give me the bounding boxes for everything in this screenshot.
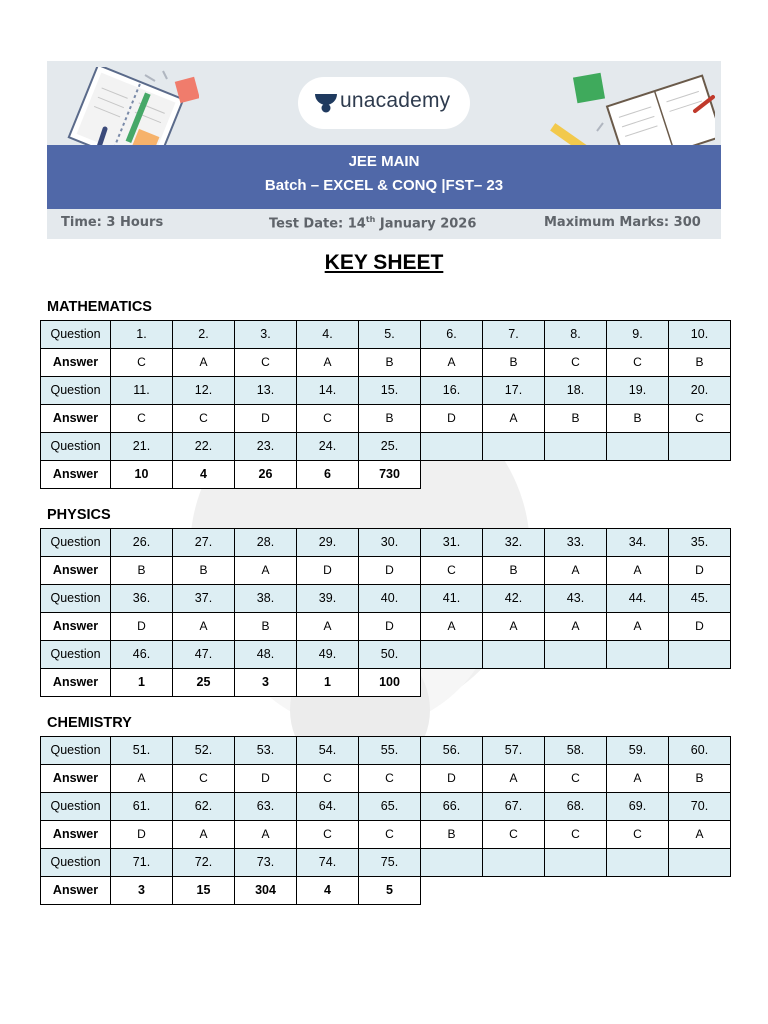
answer-row <box>41 461 731 489</box>
question-number: 22. <box>173 433 235 461</box>
answer-value: B <box>111 557 173 585</box>
exam-duration: Time: 3 Hours <box>61 215 164 230</box>
answer-row <box>41 405 731 433</box>
question-number: 69. <box>607 793 669 821</box>
question-number: 12. <box>173 377 235 405</box>
answer-value: A <box>173 821 235 849</box>
answer-value: C <box>111 349 173 377</box>
question-number: 14. <box>297 377 359 405</box>
question-label: Question <box>41 737 111 765</box>
question-number: 7. <box>483 321 545 349</box>
question-number: 30. <box>359 529 421 557</box>
question-number: 8. <box>545 321 607 349</box>
question-number: 72. <box>173 849 235 877</box>
answer-value: D <box>235 765 297 793</box>
answer-value: A <box>669 821 731 849</box>
answer-value: D <box>235 405 297 433</box>
answer-value: B <box>545 405 607 433</box>
unacademy-bowl-icon <box>314 93 338 113</box>
question-number: 64. <box>297 793 359 821</box>
answer-value: A <box>297 349 359 377</box>
question-number: 62. <box>173 793 235 821</box>
answer-value: A <box>483 405 545 433</box>
page-title: KEY SHEET <box>324 251 444 274</box>
question-label: Question <box>41 793 111 821</box>
answer-row <box>41 877 731 905</box>
answer-value: C <box>545 765 607 793</box>
answer-value: A <box>607 765 669 793</box>
question-number: 11. <box>111 377 173 405</box>
answer-value: C <box>545 349 607 377</box>
answer-value: C <box>545 821 607 849</box>
answer-value: A <box>173 349 235 377</box>
answer-value: B <box>483 349 545 377</box>
answer-value: A <box>173 613 235 641</box>
answer-value: C <box>297 405 359 433</box>
question-number: 19. <box>607 377 669 405</box>
question-number: 42. <box>483 585 545 613</box>
unacademy-logo <box>298 77 470 129</box>
answer-value: D <box>111 613 173 641</box>
question-number: 10. <box>669 321 731 349</box>
answer-value: 26 <box>235 461 297 489</box>
question-row <box>41 585 731 613</box>
answer-value: C <box>607 821 669 849</box>
question-row <box>41 641 731 669</box>
answer-value: 100 <box>359 669 421 697</box>
answer-value: C <box>235 349 297 377</box>
question-number: 35. <box>669 529 731 557</box>
answer-value: C <box>359 765 421 793</box>
question-number: 3. <box>235 321 297 349</box>
empty-cell <box>607 877 669 905</box>
question-number: 68. <box>545 793 607 821</box>
brand-name: unacademy <box>340 89 451 112</box>
question-number: 18. <box>545 377 607 405</box>
question-number: 46. <box>111 641 173 669</box>
question-number: 25. <box>359 433 421 461</box>
answer-value: 10 <box>111 461 173 489</box>
answer-value: A <box>235 557 297 585</box>
empty-cell <box>483 433 545 461</box>
answer-value: A <box>483 765 545 793</box>
empty-cell <box>669 433 731 461</box>
answer-value: 1 <box>297 669 359 697</box>
empty-cell <box>607 433 669 461</box>
question-number: 55. <box>359 737 421 765</box>
question-number: 32. <box>483 529 545 557</box>
answer-label: Answer <box>41 349 111 377</box>
empty-cell <box>669 641 731 669</box>
question-number: 51. <box>111 737 173 765</box>
question-number: 61. <box>111 793 173 821</box>
question-row <box>41 737 731 765</box>
question-label: Question <box>41 377 111 405</box>
question-number: 49. <box>297 641 359 669</box>
question-number: 1. <box>111 321 173 349</box>
question-number: 45. <box>669 585 731 613</box>
empty-cell <box>421 877 483 905</box>
question-number: 43. <box>545 585 607 613</box>
question-number: 74. <box>297 849 359 877</box>
question-number: 44. <box>607 585 669 613</box>
question-number: 2. <box>173 321 235 349</box>
question-number: 28. <box>235 529 297 557</box>
question-number: 54. <box>297 737 359 765</box>
question-number: 73. <box>235 849 297 877</box>
question-number: 56. <box>421 737 483 765</box>
question-number: 13. <box>235 377 297 405</box>
empty-cell <box>483 849 545 877</box>
answer-value: A <box>545 557 607 585</box>
answer-value: A <box>483 613 545 641</box>
section-title-physics: PHYSICS <box>47 507 111 523</box>
answer-value: B <box>669 765 731 793</box>
question-number: 6. <box>421 321 483 349</box>
question-number: 47. <box>173 641 235 669</box>
question-number: 9. <box>607 321 669 349</box>
answer-value: B <box>173 557 235 585</box>
section-title-chemistry: CHEMISTRY <box>47 715 132 731</box>
answer-value: C <box>173 765 235 793</box>
answer-value: 3 <box>235 669 297 697</box>
answer-value: D <box>111 821 173 849</box>
answer-row <box>41 557 731 585</box>
answer-value: A <box>421 613 483 641</box>
question-number: 39. <box>297 585 359 613</box>
empty-cell <box>545 461 607 489</box>
answer-value: 4 <box>173 461 235 489</box>
test-date: Test Date: 14th January 2026 <box>269 215 477 232</box>
answer-row <box>41 349 731 377</box>
question-number: 40. <box>359 585 421 613</box>
answer-row <box>41 821 731 849</box>
question-number: 36. <box>111 585 173 613</box>
empty-cell <box>545 669 607 697</box>
answer-value: D <box>421 765 483 793</box>
question-row <box>41 849 731 877</box>
answer-value: 730 <box>359 461 421 489</box>
answer-label: Answer <box>41 765 111 793</box>
answer-value: 5 <box>359 877 421 905</box>
question-number: 58. <box>545 737 607 765</box>
answer-label: Answer <box>41 877 111 905</box>
empty-cell <box>607 849 669 877</box>
answer-value: D <box>359 613 421 641</box>
empty-cell <box>483 461 545 489</box>
question-number: 59. <box>607 737 669 765</box>
answer-label: Answer <box>41 669 111 697</box>
question-row <box>41 433 731 461</box>
question-number: 26. <box>111 529 173 557</box>
answer-value: A <box>421 349 483 377</box>
answer-table-mathematics <box>40 320 731 489</box>
answer-row <box>41 765 731 793</box>
question-number: 38. <box>235 585 297 613</box>
question-number: 23. <box>235 433 297 461</box>
question-number: 52. <box>173 737 235 765</box>
answer-value: B <box>421 821 483 849</box>
answer-value: 4 <box>297 877 359 905</box>
header-band <box>47 145 721 209</box>
question-number: 24. <box>297 433 359 461</box>
question-number: 63. <box>235 793 297 821</box>
question-number: 34. <box>607 529 669 557</box>
question-number: 75. <box>359 849 421 877</box>
answer-value: 25 <box>173 669 235 697</box>
empty-cell <box>669 461 731 489</box>
question-number: 29. <box>297 529 359 557</box>
question-number: 65. <box>359 793 421 821</box>
question-number: 4. <box>297 321 359 349</box>
answer-value: C <box>297 821 359 849</box>
question-number: 21. <box>111 433 173 461</box>
answer-value: D <box>421 405 483 433</box>
answer-value: A <box>235 821 297 849</box>
answer-label: Answer <box>41 461 111 489</box>
question-label: Question <box>41 641 111 669</box>
header-banner <box>47 61 721 239</box>
answer-value: C <box>111 405 173 433</box>
question-number: 17. <box>483 377 545 405</box>
question-row <box>41 529 731 557</box>
question-number: 57. <box>483 737 545 765</box>
answer-value: A <box>607 613 669 641</box>
empty-cell <box>421 849 483 877</box>
answer-label: Answer <box>41 613 111 641</box>
answer-value: C <box>483 821 545 849</box>
answer-value: A <box>111 765 173 793</box>
answer-value: A <box>545 613 607 641</box>
question-label: Question <box>41 321 111 349</box>
empty-cell <box>483 669 545 697</box>
answer-value: D <box>297 557 359 585</box>
exam-name: JEE MAIN <box>348 153 420 170</box>
question-number: 71. <box>111 849 173 877</box>
answer-value: C <box>297 765 359 793</box>
empty-cell <box>607 669 669 697</box>
answer-value: B <box>235 613 297 641</box>
answer-value: D <box>669 557 731 585</box>
question-label: Question <box>41 433 111 461</box>
empty-cell <box>607 641 669 669</box>
empty-cell <box>669 849 731 877</box>
question-number: 60. <box>669 737 731 765</box>
question-number: 70. <box>669 793 731 821</box>
answer-value: A <box>607 557 669 585</box>
answer-value: 3 <box>111 877 173 905</box>
empty-cell <box>545 641 607 669</box>
question-number: 20. <box>669 377 731 405</box>
empty-cell <box>421 641 483 669</box>
answer-value: 1 <box>111 669 173 697</box>
answer-value: C <box>607 349 669 377</box>
question-label: Question <box>41 849 111 877</box>
question-label: Question <box>41 585 111 613</box>
maximum-marks: Maximum Marks: 300 <box>544 215 701 230</box>
section-title-mathematics: MATHEMATICS <box>47 299 152 315</box>
empty-cell <box>669 669 731 697</box>
answer-value: B <box>359 349 421 377</box>
answer-value: C <box>173 405 235 433</box>
question-number: 66. <box>421 793 483 821</box>
answer-value: B <box>607 405 669 433</box>
question-row <box>41 377 731 405</box>
question-number: 27. <box>173 529 235 557</box>
question-number: 15. <box>359 377 421 405</box>
empty-cell <box>483 641 545 669</box>
empty-cell <box>545 849 607 877</box>
empty-cell <box>421 433 483 461</box>
question-number: 53. <box>235 737 297 765</box>
question-number: 16. <box>421 377 483 405</box>
question-number: 37. <box>173 585 235 613</box>
question-number: 5. <box>359 321 421 349</box>
question-row <box>41 321 731 349</box>
question-number: 41. <box>421 585 483 613</box>
empty-cell <box>545 433 607 461</box>
answer-value: C <box>669 405 731 433</box>
empty-cell <box>669 877 731 905</box>
question-number: 31. <box>421 529 483 557</box>
answer-value: 6 <box>297 461 359 489</box>
empty-cell <box>483 877 545 905</box>
answer-table-physics <box>40 528 731 697</box>
answer-value: D <box>359 557 421 585</box>
answer-value: B <box>359 405 421 433</box>
answer-row <box>41 613 731 641</box>
question-number: 67. <box>483 793 545 821</box>
empty-cell <box>421 669 483 697</box>
answer-value: C <box>421 557 483 585</box>
question-row <box>41 793 731 821</box>
question-number: 33. <box>545 529 607 557</box>
empty-cell <box>421 461 483 489</box>
answer-label: Answer <box>41 405 111 433</box>
answer-value: B <box>483 557 545 585</box>
answer-value: 304 <box>235 877 297 905</box>
question-label: Question <box>41 529 111 557</box>
answer-value: C <box>359 821 421 849</box>
question-number: 48. <box>235 641 297 669</box>
answer-value: B <box>669 349 731 377</box>
answer-value: D <box>669 613 731 641</box>
answer-row <box>41 669 731 697</box>
answer-label: Answer <box>41 557 111 585</box>
answer-table-chemistry <box>40 736 731 905</box>
answer-label: Answer <box>41 821 111 849</box>
empty-cell <box>607 461 669 489</box>
question-number: 50. <box>359 641 421 669</box>
answer-value: A <box>297 613 359 641</box>
batch-name: Batch – EXCEL & CONQ |FST– 23 <box>264 177 504 194</box>
empty-cell <box>545 877 607 905</box>
answer-value: 15 <box>173 877 235 905</box>
